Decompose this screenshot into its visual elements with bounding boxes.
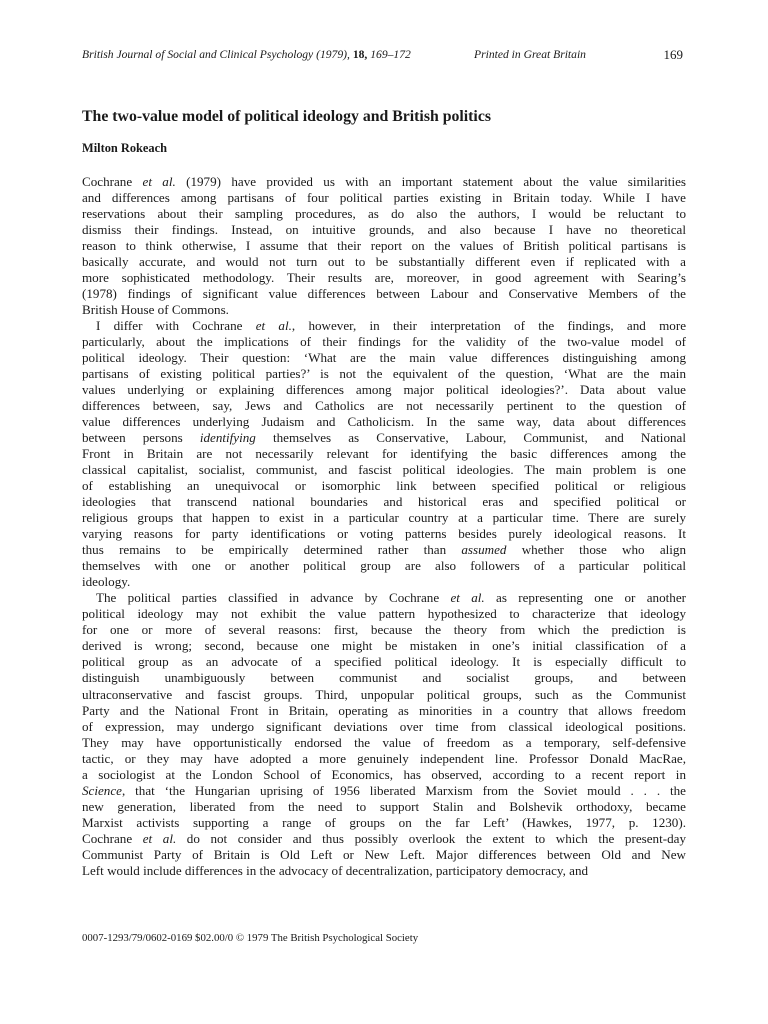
italic-run: assumed <box>461 542 507 558</box>
text-run: Cochrane <box>82 830 143 846</box>
text-run: and differences among partisans of four political parties existing in Britain today. While I have <box>82 190 686 206</box>
text-run: between persons <box>82 430 200 446</box>
text-run: as representing one or another <box>484 590 686 606</box>
text-line <box>82 462 686 478</box>
text-run: Front in Britain are not necessarily relevant for identifying the basic differences among the <box>82 446 686 462</box>
page-number: 169 <box>663 47 683 62</box>
text-run: British House of Commons. <box>82 302 229 318</box>
text-line <box>82 238 686 254</box>
text-line <box>82 831 686 847</box>
printed-in: Printed in Great Britain <box>474 48 586 61</box>
text-line <box>82 334 686 350</box>
text-line <box>82 558 686 574</box>
italic-run: et al. <box>255 318 292 334</box>
text-line <box>82 687 686 703</box>
text-line <box>82 526 686 542</box>
text-run: They may have opportunistically endorsed the value of freedom as a temporary, self-defensive <box>82 734 686 750</box>
text-line <box>82 751 686 767</box>
text-run: thus remains to be empirically determined rather than <box>82 542 462 558</box>
text-run: of establishing an unequivocal or isomorphic link between specified political or religious <box>82 478 686 494</box>
text-line <box>82 590 686 606</box>
text-run: The political parties classified in advance by Cochrane <box>96 590 451 606</box>
text-run: Communist Party of Britain is Old Left or New Left. Major differences between Old and New <box>82 846 686 862</box>
text-run: Marxist activists supporting a range of groups on the far Left’ (Hawkes, 1977, p. 1230). <box>82 814 686 830</box>
text-run: tactic, or they may have adopted a more genuinely independent line. Professor Donald MacRae, <box>82 750 686 766</box>
text-run: dismiss their findings. Instead, on intuitive grounds, and also because I have no theoretical <box>82 222 686 238</box>
text-run: whether those who align <box>506 542 686 558</box>
text-line <box>82 174 686 190</box>
text-run: themselves as Conservative, Labour, Communist, and National <box>255 430 686 446</box>
journal-volume: 18, <box>352 48 368 61</box>
text-line <box>82 815 686 831</box>
text-run: reason to think otherwise, I assume that their report on the values of British political partisans is <box>82 238 686 254</box>
italic-run: identifying <box>199 430 256 446</box>
journal-name: British Journal of Social and Clinical Psychology (1979), <box>82 48 350 61</box>
text-run: values underlying or explaining differences among major political ideologies?’. Data about value <box>82 382 686 398</box>
text-line <box>82 542 686 558</box>
italic-run: et al. <box>450 590 485 606</box>
text-run: ideologies that transcend national boundaries and historical eras and specified political or <box>82 494 686 510</box>
article-title: The two-value model of political ideology and British politics <box>82 108 491 125</box>
text-run: themselves with one or another political group are also followers of a particular political <box>82 558 686 574</box>
text-run: classical capitalist, socialist, communist, and fascist political ideologies. The main problem is one <box>82 462 686 478</box>
text-run: ultraconservative and fascist groups. Third, unpopular political groups, such as the Communist <box>82 686 686 702</box>
text-line <box>82 574 686 590</box>
text-line <box>82 703 686 719</box>
text-run: religious groups that happen to exist in a particular country at a particular time. There are surely <box>82 510 686 526</box>
text-line <box>82 190 686 206</box>
text-run: of expression, may undergo significant deviations over time from classical ideological positions. <box>82 718 686 734</box>
text-run: political ideology. Their question: ‘What are the main value differences distinguishing among <box>82 350 686 366</box>
text-run: value differences underlying Judaism and Catholicism. In the same way, data about differences <box>82 414 686 430</box>
text-line <box>82 767 686 783</box>
text-line <box>82 606 686 622</box>
text-line <box>82 510 686 526</box>
text-line <box>82 446 686 462</box>
text-run: a sociologist at the London School of Economics, has observed, according to a recent report in <box>82 766 686 782</box>
text-line <box>82 254 686 270</box>
text-run: more sophisticated methodology. Their results are, moreover, in good agreement with Searing’s <box>82 270 686 286</box>
journal-citation <box>82 48 411 61</box>
text-line <box>82 847 686 863</box>
text-run: particularly, about the implications of their findings for the validity of the two-value model of <box>82 334 686 350</box>
text-line <box>82 670 686 686</box>
text-run: for one or more of several reasons: first, because the theory from which the prediction is <box>82 622 686 638</box>
text-run: political group as an advocate of a specified political ideology. It is especially difficult to <box>82 654 686 670</box>
italic-run: et al. <box>142 830 177 846</box>
text-line <box>82 206 686 222</box>
copyright-footer: 0007-1293/79/0602-0169 $02.00/0 © 1979 The British Psychological Society <box>82 932 419 944</box>
article-body <box>82 174 686 879</box>
text-line <box>82 222 686 238</box>
text-line <box>82 799 686 815</box>
text-line <box>82 654 686 670</box>
text-run: reservations about their sampling procedures, as do also the authors, I would be reluctant to <box>82 206 686 222</box>
text-line <box>82 430 686 446</box>
text-run: (1978) findings of significant value differences between Labour and Conservative Members of the <box>82 286 686 302</box>
text-line <box>82 382 686 398</box>
text-run: basically accurate, and would not turn out to be substantially different even if replicated with a <box>82 254 686 270</box>
italic-run: Science <box>82 782 122 798</box>
text-run: do not consider and thus possibly overlook the extent to which the present-day <box>176 830 686 846</box>
running-head <box>82 48 686 66</box>
text-line <box>82 414 686 430</box>
text-line <box>82 366 686 382</box>
text-line <box>82 478 686 494</box>
text-run: Left would include differences in the advocacy of decentralization, participatory democracy, and <box>82 862 589 878</box>
text-line <box>82 398 686 414</box>
text-line <box>82 286 686 302</box>
text-run: I differ with Cochrane <box>96 318 256 334</box>
text-line <box>82 622 686 638</box>
text-run: distinguish unambiguously between communist and socialist groups, and between <box>82 670 686 686</box>
text-run: differences between, say, Jews and Catholics are not necessarily pertinent to the question of <box>82 398 686 414</box>
text-run: , that ‘the Hungarian uprising of 1956 liberated Marxism from the Soviet mould . . . the <box>121 782 686 798</box>
text-run: partisans of existing political parties?’ is not the equivalent of the question, ‘What are the main <box>82 366 686 382</box>
text-run: varying reasons for party identifications or voting patterns besides purely ideological reasons. It <box>82 526 686 542</box>
text-run: , however, in their interpretation of the findings, and more <box>291 318 687 334</box>
journal-page <box>82 0 686 1024</box>
text-run: new generation, liberated from the need to support Stalin and Bolshevik orthodoxy, became <box>82 798 686 814</box>
text-run: Party and the National Front in Britain, operating as minorities in a country that allows freedom <box>82 702 686 718</box>
text-run: Cochrane <box>82 174 143 189</box>
text-run: ideology. <box>82 574 131 590</box>
text-line <box>82 638 686 654</box>
text-line <box>82 350 686 366</box>
text-line <box>82 783 686 799</box>
text-run: political ideology may not exhibit the value pattern hypothesized to characterize that ideology <box>82 606 686 622</box>
text-line <box>82 302 686 318</box>
text-line <box>82 494 686 510</box>
text-line <box>82 318 686 334</box>
article-author: Milton Rokeach <box>82 141 168 155</box>
text-line <box>82 719 686 735</box>
text-line <box>82 735 686 751</box>
journal-pages: 169–172 <box>370 48 411 61</box>
text-line <box>82 863 686 879</box>
text-run: derived is wrong; second, because one might be mistaken in one’s initial classification of a <box>82 638 686 654</box>
italic-run: et al. <box>142 174 176 189</box>
text-run: (1979) have provided us with an important statement about the value similarities <box>175 174 686 189</box>
text-line <box>82 270 686 286</box>
